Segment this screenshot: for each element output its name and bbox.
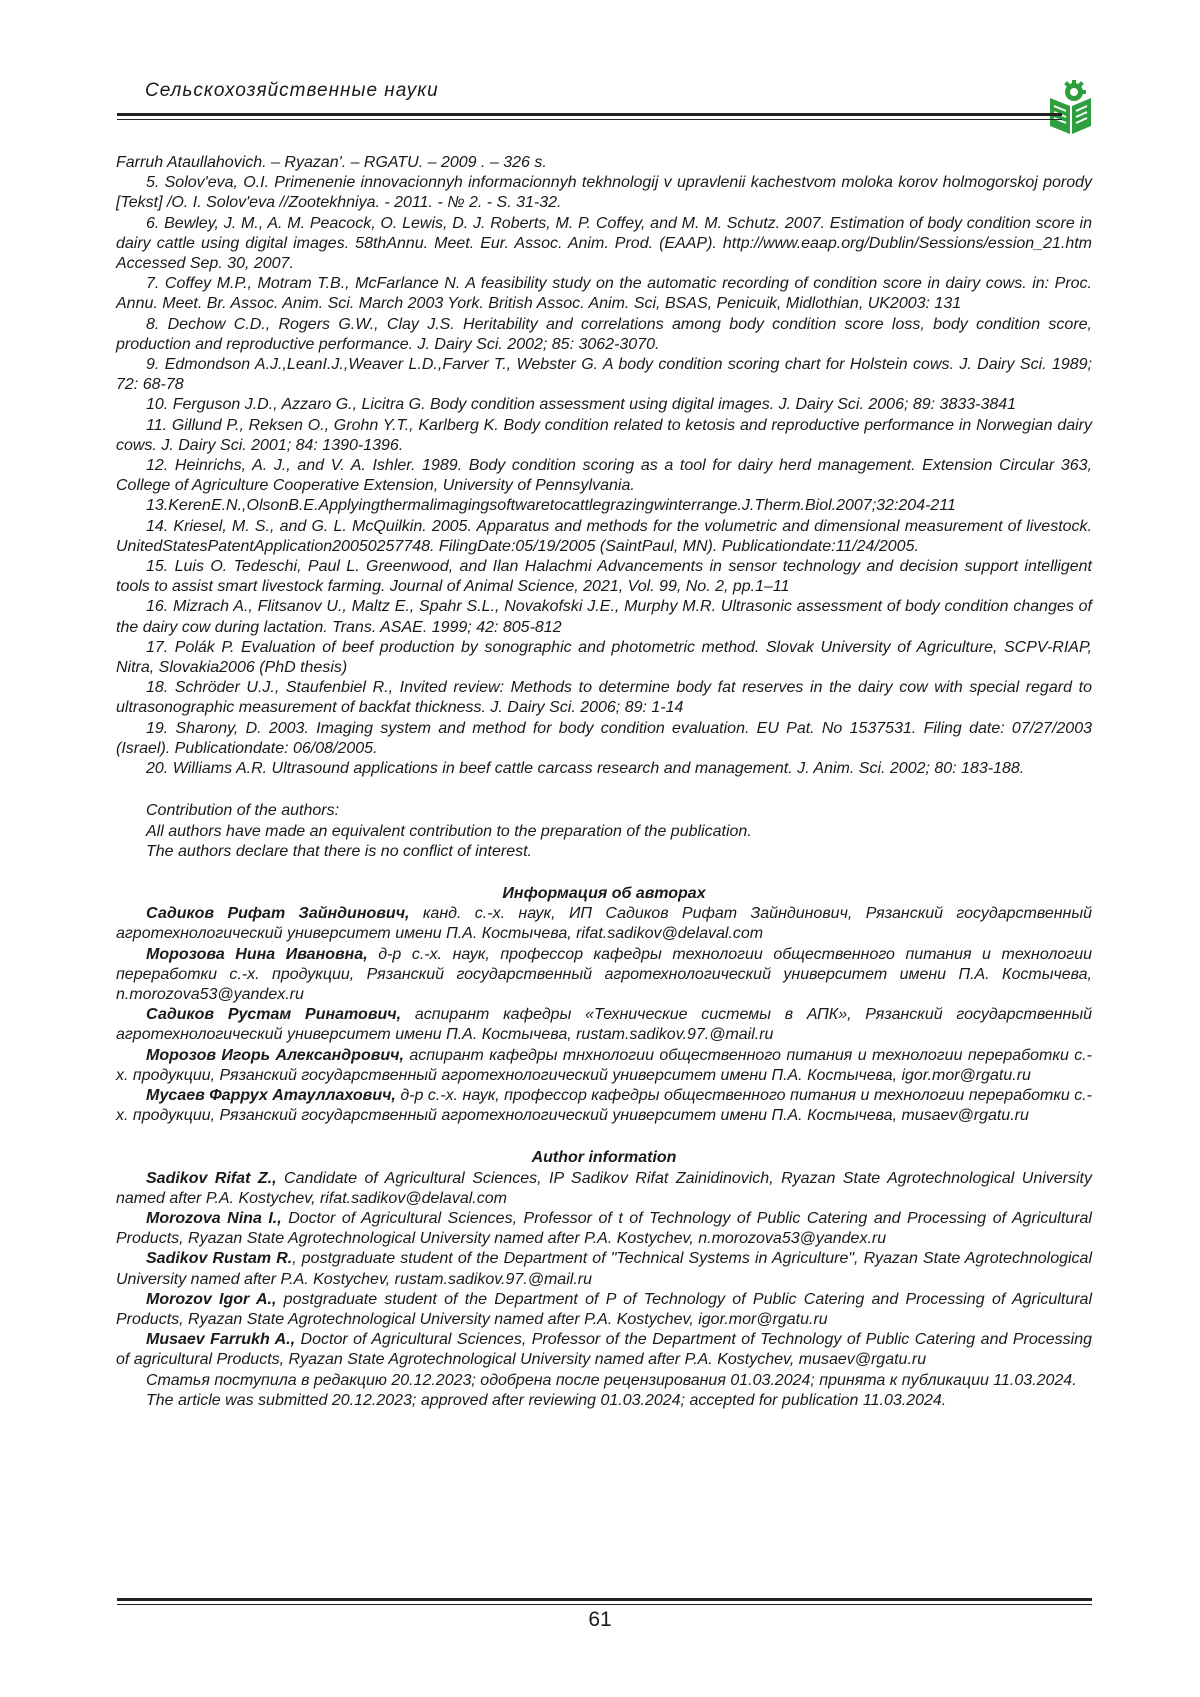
reference-item: 10. Ferguson J.D., Azzaro G., Licitra G. Body condition assessment using digital images. J. Dairy Sci. 2006; 89: 3833-3841 <box>146 396 1017 414</box>
submission-ru: Статья поступила в редакцию 20.12.2023; одобрена после рецензирования 01.03.2024; принята к публикации 11.03.2024. <box>146 1371 1077 1389</box>
journal-logo-icon <box>1047 80 1093 136</box>
footer-rule <box>117 1598 1092 1601</box>
reference-item: 13.KerenE.N.,OlsonB.E.Applyingthermalimagingsoftwaretocattlegrazingwinterrange.J.Therm.Biol.2007;32:204-211 <box>146 497 956 515</box>
reference-item: 20. Williams A.R. Ultrasound applications in beef cattle carcass research and management. J. Anim. Sci. 2002; 80: 183-188. <box>146 760 1025 778</box>
author-entry <box>116 1086 1092 1126</box>
footer-rule-thin <box>117 1604 1092 1605</box>
author-details: аспирант кафедры тнхнологии общественного питания и технологии переработки с.-х. продукции, Рязанский государственный агротехнологический университет имени П.А. Костычева, igor.mor@rgatu.ru <box>116 1046 1093 1084</box>
author-details: д-р с.-х. наук, профессор кафедры технологии общественного питания и технологии переработки с.-х. продукции, Рязанский государственный агротехнологический университет имени П.А. Костычева, n.morozova53@yandex.ru <box>116 945 1092 1003</box>
reference-item: 19. Sharony, D. 2003. Imaging system and method for body condition evaluation. EU Pat. No 1537531. Filing date: 07/27/2003 (Israel). Publicationdate: 06/08/2005. <box>116 719 1092 757</box>
reference-item: 18. Schröder U.J., Staufenbiel R., Invited review: Methods to determine body fat reserves in the dairy cow with special regard to ultrasonographic measurement of backfat thickness. J. Dairy Sci. 2006; 89: 1-14 <box>116 679 1092 717</box>
author-details: Doctor of Agricultural Sciences, Professor of t of Technology of Public Catering and Processing of Agricultural Products, Ryazan State Agrotechnological University named after P.A. Kostychev, n.morozova53@yandex.ru <box>116 1209 1092 1248</box>
author-details: аспирант кафедры «Технические системы в АПК», Рязанский государственный агротехнологический университет имени П.А. Костычева, rustam.sadikov.97.@mail.ru <box>116 1006 1093 1044</box>
author-entry <box>116 1046 1092 1086</box>
author-entry <box>116 904 1092 944</box>
reference-item: 16. Mizrach A., Flitsanov U., Maltz E., Spahr S.L., Novakofski J.E., Murphy M.R. Ultrasonic assessment of body condition changes of the dairy cow during lactation. Trans. ASAE. 1999; 42: 805-812 <box>116 598 1092 636</box>
page-content <box>116 153 1092 1411</box>
contribution-line: Contribution of the authors: <box>146 802 340 820</box>
reference-item: 6. Bewley, J. M., A. M. Peacock, O. Lewis, D. J. Roberts, M. P. Coffey, and M. M. Schutz. 2007. Estimation of body condition score in dairy cattle using digital images. 58thAnnu. Meet. Eur. Assoc. Anim. Prod. (EAAP). http://www.eaap.org/Dublin/Sessions/ession_21.htm Accessed Sep. 30, 2007. <box>116 214 1092 273</box>
author-name: Sadikov Rustam R. <box>146 1250 293 1268</box>
author-name: Садиков Рустам Ринатович, <box>146 1006 402 1024</box>
author-details: канд. с.-х. наук, ИП Садиков Рифат Зайндинович, Рязанский государственный агротехнологический университет имени П.А. Костычева, rifat.sadikov@delaval.com <box>116 905 1092 943</box>
author-name: Садиков Рифат Зайндинович, <box>146 905 410 923</box>
author-details: д-р с.-х. наук, профессор кафедры общественного питания и технологии переработки с.-х. продукции, Рязанский государственный агротехнологический университет имени П.А. Костычева, musaev@rgatu.ru <box>116 1086 1093 1125</box>
author-details: Doctor of Agricultural Sciences, Professor of the Department of Technology of Public Catering and Processing of agricultural Products, Ryazan State Agrotechnological University named after P.A. Kostychev, musaev@rgatu.ru <box>116 1331 1092 1369</box>
reference-item: 9. Edmondson A.J.,LeanI.J.,Weaver L.D.,Farver T., Webster G. A body condition scoring chart for Holstein cows. J. Dairy Sci. 1989; 72: 68-78 <box>116 356 1092 394</box>
author-entry <box>116 1249 1092 1289</box>
author-details: , postgraduate student of the Department of "Technical Systems in Agriculture", Ryazan State Agrotechnological University named after P.A. Kostychev, rustam.sadikov.97.@mail.ru <box>116 1250 1092 1288</box>
reference-item: 17. Polák P. Evaluation of beef production by sonographic and photometric method. Slovak University of Agriculture, SCPV-RIAP, Nitra, Slovakia2006 (PhD thesis) <box>116 638 1092 677</box>
author-name: Musaev Farrukh A., <box>146 1331 296 1349</box>
contribution-line: All authors have made an equivalent contribution to the preparation of the publication. <box>146 822 752 840</box>
header-rule-thin <box>117 119 1062 120</box>
reference-item: 11. Gillund P., Reksen O., Grohn Y.T., Karlberg K. Body condition related to ketosis and reproductive performance in Norwegian dairy cows. J. Dairy Sci. 2001; 84: 1390-1396. <box>116 416 1092 454</box>
submission-en: The article was submitted 20.12.2023; approved after reviewing 01.03.2024; accepted for publication 11.03.2024. <box>146 1391 947 1409</box>
author-name: Morozova Nina I., <box>146 1209 282 1227</box>
reference-item: 5. Solov'eva, O.I. Primenenie innovacionnyh informacionnyh tekhnologij v upravlenii kachestvom moloka korov holmogorskoj porody [Tekst] /O. I. Solov'eva //Zootekhniya. - 2011. - № 2. - S. 31-32. <box>116 174 1092 212</box>
reference-item: 15. Luis O. Tedeschi, Paul L. Greenwood, and Ilan Halachmi Advancements in sensor technology and decision support intelligent tools to assist smart livestock farming. Journal of Animal Science, 2021, Vol. 99, No. 2, pp.1–11 <box>116 558 1092 596</box>
reference-item: 14. Kriesel, M. S., and G. L. McQuilkin. 2005. Apparatus and methods for the volumetric and dimensional measurement of livestock. UnitedStatesPatentApplication20050257748. FilingDate:05/19/2005 (SaintPaul, MN). Publicationdate:11/24/2005. <box>116 517 1092 555</box>
author-entry <box>116 1330 1092 1370</box>
author-entry <box>116 1209 1092 1249</box>
author-name: Morozov Igor A., <box>146 1290 277 1308</box>
reference-item: 8. Dechow C.D., Rogers G.W., Clay J.S. Heritability and correlations among body condition score loss, body condition score, production and reproductive performance. J. Dairy Sci. 2002; 85: 3062-3070. <box>116 315 1092 353</box>
contribution-line: The authors declare that there is no conflict of interest. <box>146 842 532 860</box>
authors-en-list <box>116 1169 1092 1371</box>
author-entry <box>116 1290 1092 1330</box>
author-name: Морозов Игорь Александрович, <box>146 1046 404 1064</box>
author-name: Мусаев Фаррух Атауллахович, <box>146 1086 396 1104</box>
reference-item: 7. Coffey M.P., Motram T.B., McFarlance N. A feasibility study on the automatic recording of condition score in dairy cows. in: Proc. Annu. Meet. Br. Assoc. Anim. Sci. March 2003 York. British Assoc. Anim. Sci, BSAS, Penicuik, Midlothian, UK2003: 131 <box>116 275 1092 313</box>
author-entry <box>116 1169 1092 1209</box>
author-name: Морозова Нина Ивановна, <box>146 945 368 963</box>
author-details: postgraduate student of the Department of P of Technology of Public Catering and Processing of Agricultural Products, Ryazan State Agrotechnological University named after P.A. Kostychev, igor.mor@rgatu.ru <box>116 1290 1093 1328</box>
author-entry <box>116 1005 1092 1045</box>
author-details: Candidate of Agricultural Sciences, IP Sadikov Rifat Zainidinovich, Ryazan State Agrotechnological University named after P.A. Kostychev, rifat.sadikov@delaval.com <box>116 1169 1093 1207</box>
page-number: 61 <box>588 1608 612 1631</box>
reference-continued: Farruh Ataullahovich. – Ryazan'. – RGATU. – 2009 . – 326 s. <box>116 154 547 171</box>
reference-list <box>116 173 1092 779</box>
header-rule <box>117 113 1062 116</box>
author-entry <box>116 945 1092 1006</box>
author-name: Sadikov Rifat Z., <box>146 1169 277 1187</box>
journal-section-title: Сельскохозяйственные науки <box>145 80 439 101</box>
contribution-block <box>116 801 1092 862</box>
authors-ru-title: Информация об авторах <box>502 884 706 902</box>
reference-item: 12. Heinrichs, A. J., and V. A. Ishler. 1989. Body condition scoring as a tool for dairy herd management. Extension Circular 363, College of Agriculture Cooperative Extension, University of Pennsylvania. <box>116 457 1092 495</box>
authors-ru-list <box>116 904 1092 1126</box>
authors-en-title: Author information <box>531 1149 677 1167</box>
